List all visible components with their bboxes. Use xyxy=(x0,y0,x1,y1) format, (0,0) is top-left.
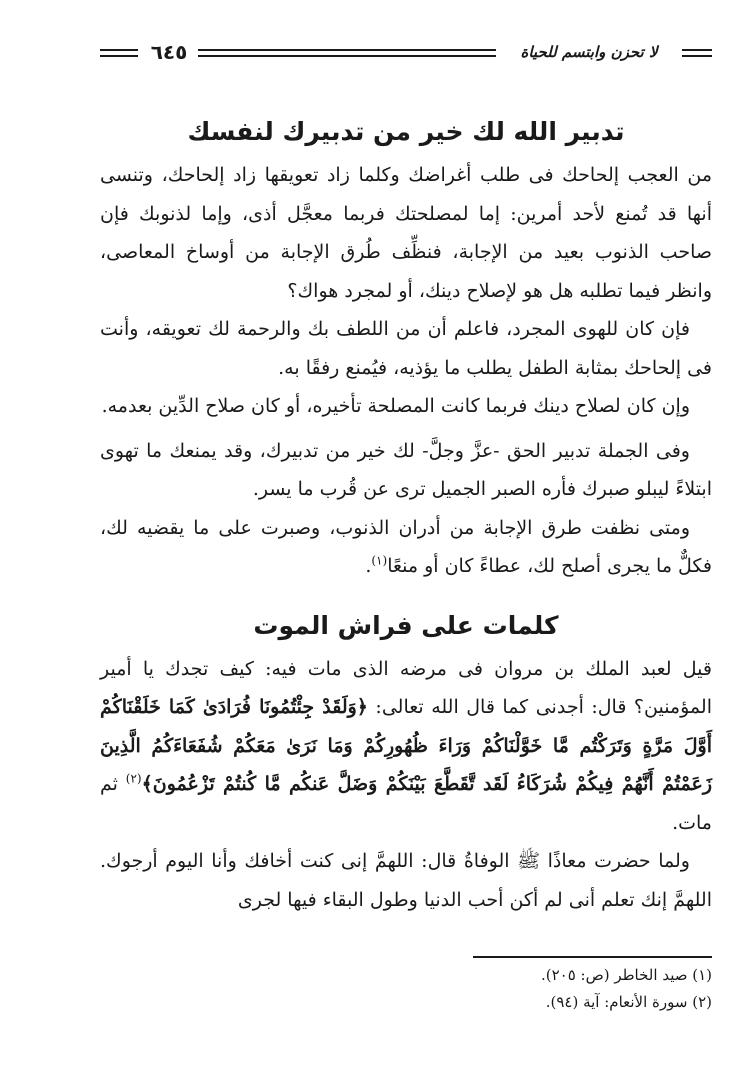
footnotes xyxy=(100,962,712,1016)
footnote: (١) صيد الخاطر (ص: ٢٠٥). xyxy=(540,966,712,984)
section-heading: كلمات على فراش الموت xyxy=(253,610,559,640)
page-body xyxy=(100,112,712,919)
paragraph: فإن كان للهوى المجرد، فاعلم أن من اللطف بك والرحمة لك تعويقه، وأنت فى إلحاحك بمثابة الطفل يطلب ما يؤذيه، فيُمنع رفقًا به. xyxy=(100,318,712,379)
paragraph: من العجب إلحاحك فى طلب أغراضك وكلما زاد تعويقها زاد إلحاحك، وتنسى أنها قد تُمنع لأحد أمرين: إما لمصلحتك فربما معجَّل أذى، وإما لذنوبك فإن صاحب الذنوب بعيد من الإجابة، فنظِّف طُرق الإجابة من أوساخ المعاصى، وانظر فيما تطلبه هل هو لإصلاح دينك، أو لمجرد هواك؟ xyxy=(100,164,712,302)
paragraph-text: ثم مات. xyxy=(100,773,712,834)
paragraph: وفى الجملة تدبير الحق -عزَّ وجلَّ- لك خير من تدبيرك، وقد يمنعك ما تهوى ابتلاءً ليبلو صبرك فأره الصبر الجميل ترى عن قُرب ما يسر. xyxy=(100,439,712,500)
footnote-divider xyxy=(473,956,712,958)
running-header xyxy=(100,38,712,68)
header-rule xyxy=(682,49,712,51)
page-number: ٦٤٥ xyxy=(150,40,188,64)
paragraph: ولما حضرت معاذًا ﷺ الوفاةُ قال: اللهمَّ إنى كنت أخافك وأنا اليوم أرجوك. اللهمَّ إنك تعلم أنى لم أكن أحب الدنيا وطول البقاء فيها لجرى xyxy=(100,850,712,911)
header-rule xyxy=(682,55,712,57)
paragraph-text: قيل لعبد الملك بن مروان فى مرضه الذى مات فيه: كيف تجدك يا أمير المؤمنين؟ قال: أجدنى كما قال الله تعالى: xyxy=(100,657,712,718)
header-rule xyxy=(198,55,496,57)
section-heading: تدبير الله لك خير من تدبيرك لنفسك xyxy=(187,117,625,146)
paragraph-text: ومتى نظفت طرق الإجابة من أدران الذنوب، وصبرت على ما يقضيه لك، فكلٌّ ما يجرى أصلح لك، عطاءً كان أو منعًا xyxy=(100,516,712,577)
header-rule xyxy=(100,55,138,57)
paragraph: وإن كان لصلاح دينك فربما كانت المصلحة تأخيره، أو كان صلاح الدِّين بعدمه. xyxy=(101,395,690,417)
footnote: (٢) سورة الأنعام: آية (٩٤). xyxy=(545,993,712,1011)
header-rule xyxy=(100,49,138,51)
header-rule xyxy=(198,49,496,51)
footnote-ref: (٢) xyxy=(125,771,142,786)
quran-verse: ﴿وَلَقَدْ جِئْتُمُونَا فُرَادَىٰ كَمَا خَلَقْنَاكُمْ أَوَّلَ مَرَّةٍ وَتَرَكْتُم مَّا خَوَّلْنَاكُمْ وَرَاءَ ظُهُورِكُمْ وَمَا نَرَىٰ مَعَكُمْ شُفَعَاءَكُمُ الَّذِينَ زَعَمْتُمْ أَنَّهُمْ فِيكُمْ شُرَكَاءُ لَقَد تَّقَطَّعَ بَيْنَكُمْ وَضَلَّ عَنكُم مَّا كُنتُمْ تَزْعُمُونَ﴾ xyxy=(100,696,712,795)
book-title: لا تحزن وابتسم للحياة xyxy=(520,43,658,61)
paragraph: ومتى نظفت طرق الإجابة من أدران الذنوب، وصبرت على ما يقضيه لك، فكلٌّ ما يجرى أصلح لك، عطاءً كان أو منعًا$^{(١)}$. xyxy=(100,516,712,577)
paragraph xyxy=(100,650,712,843)
footnote-ref: (١) xyxy=(371,553,388,568)
